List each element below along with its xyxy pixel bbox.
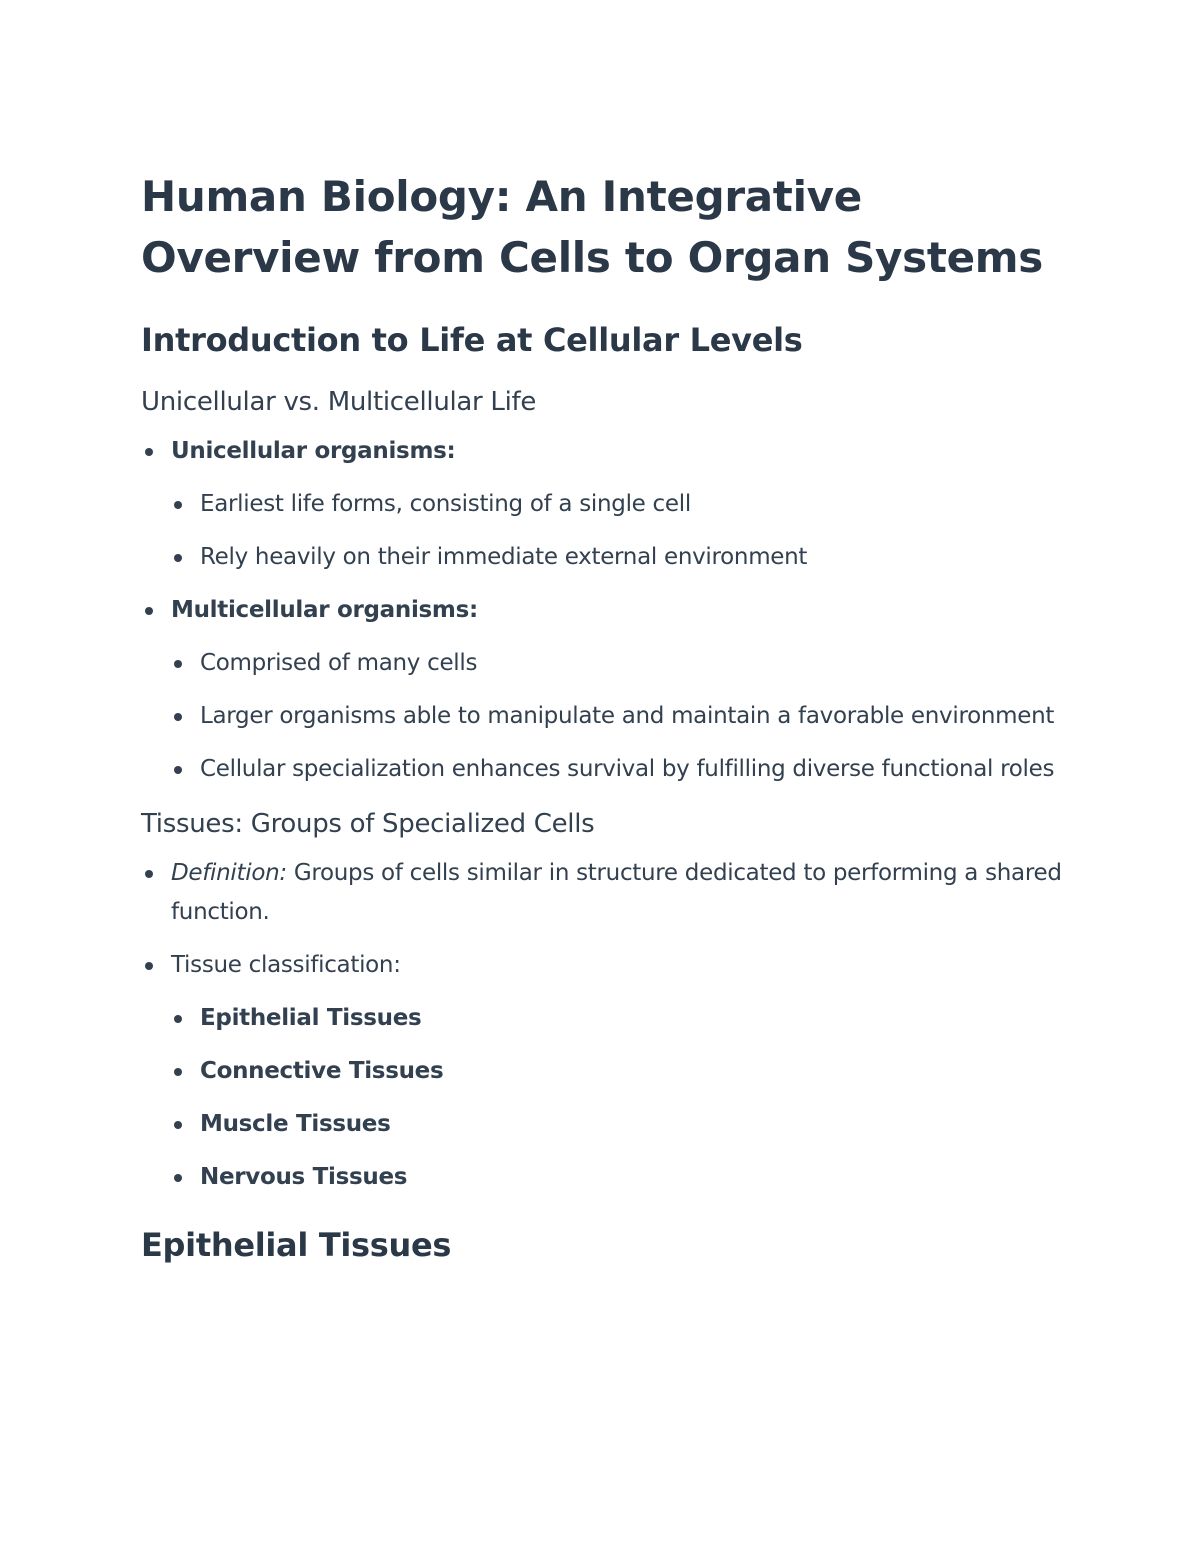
document-title: Human Biology: An Integrative Overview from Cells to Organ Systems (141, 172, 1043, 282)
list-item-tissue-type: Epithelial Tissues (200, 999, 1071, 1038)
subheading-unicellular-vs-multicellular: Unicellular vs. Multicellular Life (141, 387, 537, 417)
list-item: Rely heavily on their immediate external environment (200, 538, 1071, 577)
list-item: Earliest life forms, consisting of a single cell (200, 485, 1071, 524)
list-item-definition (171, 854, 1071, 932)
tissue-list (141, 854, 1071, 1197)
list-item-label: Unicellular organisms: (171, 438, 456, 464)
list-item: Larger organisms able to manipulate and maintain a favorable environment (200, 697, 1071, 736)
definition-label: Definition: (171, 860, 287, 886)
list-item: Cellular specialization enhances survival by fulfilling diverse functional roles (200, 750, 1071, 789)
list-item-multicellular (171, 591, 1071, 630)
document-page (141, 166, 1071, 1267)
list-item: Comprised of many cells (200, 644, 1071, 683)
definition-text: Groups of cells similar in structure dedicated to performing a shared function. (171, 860, 1062, 925)
section-heading-epithelial: Epithelial Tissues (141, 1226, 452, 1264)
organism-list (141, 432, 1071, 789)
list-item-classification: Tissue classification: (171, 946, 1071, 985)
section-heading-intro: Introduction to Life at Cellular Levels (141, 321, 803, 359)
list-item-tissue-type: Muscle Tissues (200, 1105, 1071, 1144)
list-item-tissue-type: Nervous Tissues (200, 1158, 1071, 1197)
subheading-tissues: Tissues: Groups of Specialized Cells (141, 809, 595, 839)
list-item-unicellular (171, 432, 1071, 471)
list-item-label: Multicellular organisms: (171, 597, 478, 623)
list-item-tissue-type: Connective Tissues (200, 1052, 1071, 1091)
